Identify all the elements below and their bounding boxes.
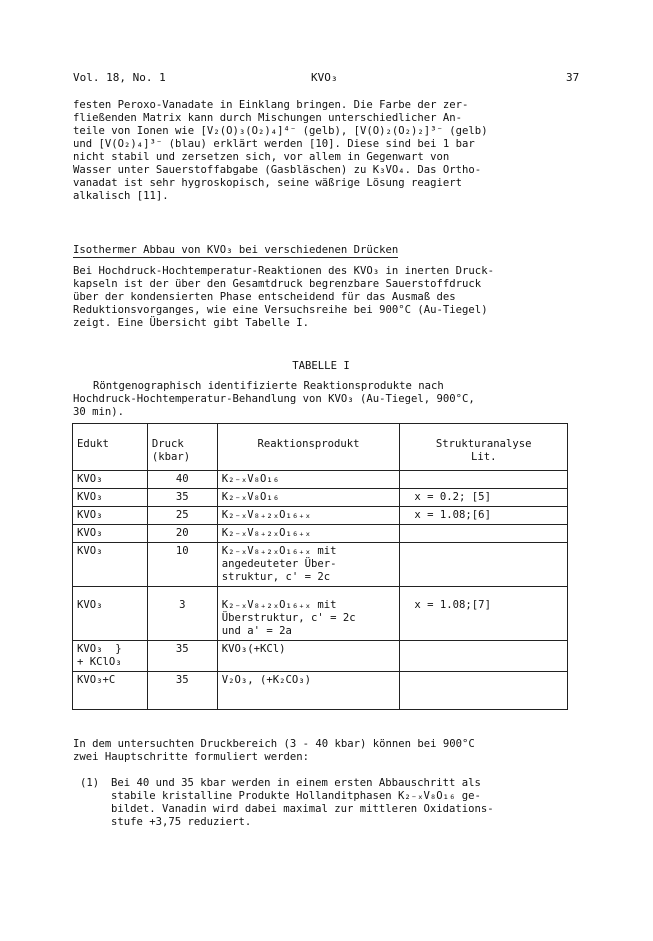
text-line: über der kondensierten Phase entscheidend für das Ausmaß des [73,291,456,303]
paragraph-2 [73,265,494,330]
paragraph-1 [73,99,488,203]
cell-produkt: V₂O₃, (+K₂CO₃) [217,672,400,710]
cell-druck: 25 [147,507,217,525]
cell-edukt: KVO₃+C [73,672,148,710]
col-header-strukturanalyse: Strukturanalyse Lit. [400,424,568,471]
text-line: Wasser unter Sauerstoffabgabe (Gasbläschen) zu K₃VO₄. Das Ortho- [73,164,482,176]
section-heading [73,244,398,257]
text-line: alkalisch [11]. [73,190,169,202]
results-table [72,423,568,710]
table-row [73,672,568,710]
cell-lit: x = 0.2; [5] [400,489,568,507]
text-line: zeigt. Eine Übersicht gibt Tabelle I. [73,317,309,329]
text-line: kapseln ist der über den Gesamtdruck begrenzbare Sauerstoffdruck [73,278,482,290]
header-page-number: 37 [566,71,580,84]
cell-edukt: KVO₃ [73,525,148,543]
text-line: zwei Hauptschritte formuliert werden: [73,751,309,763]
cell-edukt: KVO₃ [73,507,148,525]
cell-edukt: KVO₃ [73,489,148,507]
caption-line: Röntgenographisch identifizierte Reaktionsprodukte nach [93,380,444,392]
table-header-row [73,424,568,471]
cell-lit: x = 1.08;[7] [400,587,568,641]
cell-lit [400,641,568,672]
table-row [73,543,568,587]
cell-druck: 35 [147,489,217,507]
table-row [73,587,568,641]
text-line: festen Peroxo-Vanadate in Einklang bringen. Die Farbe der zer- [73,99,469,111]
cell-druck: 10 [147,543,217,587]
col-header-druck: Druck (kbar) [147,424,217,471]
table-row [73,641,568,672]
header-title: KVO₃ [311,71,338,84]
cell-druck: 35 [147,641,217,672]
text-line: nicht stabil und zersetzen sich, vor allem in Gegenwart von [73,151,450,163]
cell-produkt: KVO₃(+KCl) [217,641,400,672]
text-line: Reduktionsvorganges, wie eine Versuchsreihe bei 900°C (Au-Tiegel) [73,304,488,316]
list-item-text [111,777,494,829]
text-line: In dem untersuchten Druckbereich (3 - 40 kbar) können bei 900°C [73,738,475,750]
table-row [73,507,568,525]
header-journal-info: Vol. 18, No. 1 [73,71,166,84]
cell-lit: x = 1.08;[6] [400,507,568,525]
cell-druck: 35 [147,672,217,710]
text-line: Bei 40 und 35 kbar werden in einem ersten Abbauschritt als [111,777,481,789]
table-title: TABELLE I [292,360,350,372]
cell-edukt: KVO₃ [73,543,148,587]
cell-produkt: K₂₋ₓV₈O₁₆ [217,471,400,489]
cell-lit [400,525,568,543]
text-line: fließenden Matrix kann durch Mischungen unterschiedlicher An- [73,112,463,124]
paragraph-3 [73,738,475,764]
cell-produkt: K₂₋ₓV₈₊₂ₓO₁₆₊ₓ mit Überstruktur, c' = 2c und a' = 2a [217,587,400,641]
text-line: Bei Hochdruck-Hochtemperatur-Reaktionen des KVO₃ in inerten Druck- [73,265,494,277]
table-caption [73,380,475,419]
table-row [73,471,568,489]
table-row [73,489,568,507]
cell-druck: 3 [147,587,217,641]
text-line: stabile kristalline Produkte Hollanditphasen K₂₋ₓV₈O₁₆ ge- [111,790,481,802]
col-header-reaktionsprodukt: Reaktionsprodukt [217,424,400,471]
cell-produkt: K₂₋ₓV₈₊₂ₓO₁₆₊ₓ [217,507,400,525]
cell-edukt: KVO₃ [73,471,148,489]
caption-line: Hochdruck-Hochtemperatur-Behandlung von KVO₃ (Au-Tiegel, 900°C, [73,393,475,405]
text-line: bildet. Vanadin wird dabei maximal zur mittleren Oxidations- [111,803,494,815]
table-row [73,525,568,543]
cell-lit [400,672,568,710]
text-line: teile von Ionen wie [V₂(O)₃(O₂)₄]⁴⁻ (gelb), [V(O)₂(O₂)₂]³⁻ (gelb) [73,125,488,137]
text-line: vanadat ist sehr hygroskopisch, seine wäßrige Lösung reagiert [73,177,463,189]
caption-line: 30 min). [73,406,125,418]
cell-produkt: K₂₋ₓV₈O₁₆ [217,489,400,507]
text-line: stufe +3,75 reduziert. [111,816,252,828]
cell-produkt: K₂₋ₓV₈₊₂ₓO₁₆₊ₓ [217,525,400,543]
section-heading-text: Isothermer Abbau von KVO₃ bei verschiedenen Drücken [73,244,399,256]
col-header-edukt: Edukt [73,424,148,471]
cell-edukt: KVO₃ } + KClO₃ [73,641,148,672]
cell-lit [400,543,568,587]
cell-druck: 20 [147,525,217,543]
cell-lit [400,471,568,489]
text-line: und [V(O₂)₄]³⁻ (blau) erklärt werden [10]. Diese sind bei 1 bar [73,138,475,150]
list-item-marker: (1) [80,777,100,789]
cell-produkt: K₂₋ₓV₈₊₂ₓO₁₆₊ₓ mit angedeuteter Über- struktur, c' = 2c [217,543,400,587]
cell-druck: 40 [147,471,217,489]
cell-edukt: KVO₃ [73,587,148,641]
